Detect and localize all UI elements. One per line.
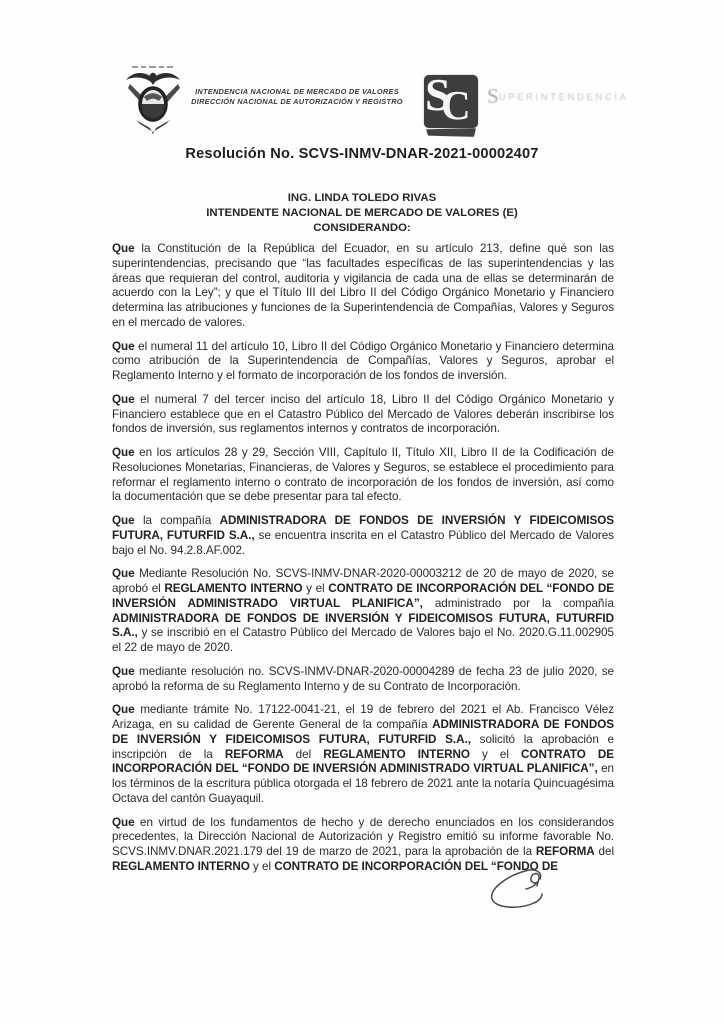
- considerando-paragraph-5: Que la compañía ADMINISTRADORA DE FONDOS DE INVERSIÓN Y FIDEICOMISOS FUTURA, FUTURFID S.A., se encuentra inscrita en el Catastro Público del Mercado de Valores bajo el No. 94.2.8.AF.002.: [112, 514, 614, 557]
- considerando-paragraph-3: Que el numeral 7 del tercer inciso del artículo 18, Libro II del Código Orgánico Monetario y Financiero establece que en el Catastro Público del Mercado de Valores deberán inscribirse los fondos de inversión, sus reglamentos internos y contratos de incorporación.: [112, 392, 614, 436]
- signature-scribble-icon: [480, 866, 566, 914]
- document-heading: [0, 191, 724, 236]
- letterhead-line-intendencia: INTENDENCIA NACIONAL DE MERCADO DE VALORES: [195, 87, 399, 96]
- considerando-paragraph-7: Que mediante resolución no. SCVS-INMV-DNAR-2020-00004289 de fecha 23 de julio 2020, se aprobó la reforma de su Reglamento Interno y de su Contrato de Incorporación.: [112, 664, 614, 693]
- wordmark-initial: S: [487, 84, 499, 108]
- considerando-paragraph-2: Que el numeral 11 del artículo 10, Libro II del Código Orgánico Monetario y Financiero determina como atribución de la Superintendencia de Compañías, Valores y Seguros, aprobar el Reglamento Interno y el formato de incorporación de los fondos de inversión.: [112, 339, 614, 382]
- ecuador-coat-of-arms-icon: [122, 64, 186, 138]
- superintendencia-wordmark: [487, 84, 628, 109]
- sc-logo-ribbon: [426, 128, 476, 137]
- considerando-label: CONSIDERANDO:: [313, 222, 411, 234]
- considerando-paragraph-9: Que en virtud de los fundamentos de hecho y de derecho enunciados en los considerandos precedentes, la Dirección Nacional de Autorización y Registro emitió su informe favorable No. SCVS.INMV.DNAR.2021.179 del 19 de marzo de 2021, para la aprobación de la REFORMA del REGLAMENTO INTERNO y el CONTRATO DE INCORPORACIÓN DEL “FONDO DE: [112, 815, 614, 873]
- considerando-paragraph-1: Que la Constitución de la República del Ecuador, en su artículo 213, define qué son las superintendencias, precisando que “las facultades específicas de las superintendencias y las áreas que requieran del control, auditoria y vigilancia de cada una de ellas se determinarán de acuerdo con la Ley”; y que el Título III del Libro II del Código Orgánico Monetario y Financiero determina las atribuciones y funciones de la Superintendencia de Compañías, Valores y Seguros en el mercado de valores.: [112, 242, 614, 329]
- sc-logo-letter-s: S: [425, 69, 451, 120]
- sc-logo-letter-c: C: [441, 82, 471, 128]
- considerando-paragraph-6: Que Mediante Resolución No. SCVS-INMV-DNAR-2020-00003212 de 20 de mayo de 2020, se aprobó el REGLAMENTO INTERNO y el CONTRATO DE INCORPORACIÓN DEL “FONDO DE INVERSIÓN ADMINISTRADO VIRTUAL PLANIFICA”, administrado por la compañía ADMINISTRADORA DE FONDOS DE INVERSIÓN Y FIDEICOMISOS FUTURA, FUTURFID S.A., y se inscribió en el Catastro Público del Mercado de Valores bajo el No. 2020.G.11.002905 el 22 de mayo de 2020.: [112, 567, 614, 654]
- considerandos-body: [112, 242, 614, 884]
- letterhead-line-direccion: DIRECCIÓN NACIONAL DE AUTORIZACIÓN Y REGISTRO: [191, 97, 403, 106]
- wordmark-rest: UPERINTENDENCIA: [498, 92, 629, 103]
- sc-logo-icon: [424, 69, 478, 128]
- resolution-number-title: Resolución No. SCVS-INMV-DNAR-2021-00002407: [185, 146, 539, 162]
- officer-name: ING. LINDA TOLEDO RIVAS: [287, 192, 437, 204]
- officer-title: INTENDENTE NACIONAL DE MERCADO DE VALORES (E): [206, 207, 518, 219]
- considerando-paragraph-4: Que en los artículos 28 y 29, Sección VIII, Capítulo II, Título XII, Libro II de la Codificación de Resoluciones Monetarias, Financieras, de Valores y Seguros, se establece el procedimiento para reformar el reglamento interno o contrato de incorporación de los fondos de inversión, así como la documentación que se debe presentar para tal efecto.: [112, 446, 614, 504]
- considerando-paragraph-8: Que mediante trámite No. 17122-0041-21, el 19 de febrero del 2021 el Ab. Francisco Vélez Arizaga, en su calidad de Gerente General de la compañía ADMINISTRADORA DE FONDOS DE INVERSIÓN Y FIDEICOMISOS FUTURA, FUTURFID S.A., solicitó la aprobación e inscripción de la REFORMA del REGLAMENTO INTERNO y el CONTRATO DE INCORPORACIÓN DEL “FONDO DE INVERSIÓN ADMINISTRADO VIRTUAL PLANIFICA”, en los términos de la escritura pública otorgada el 18 febrero de 2021 ante la notaría Quincuagésima Octava del cantón Guayaquil.: [112, 703, 615, 805]
- letterhead: [186, 87, 408, 107]
